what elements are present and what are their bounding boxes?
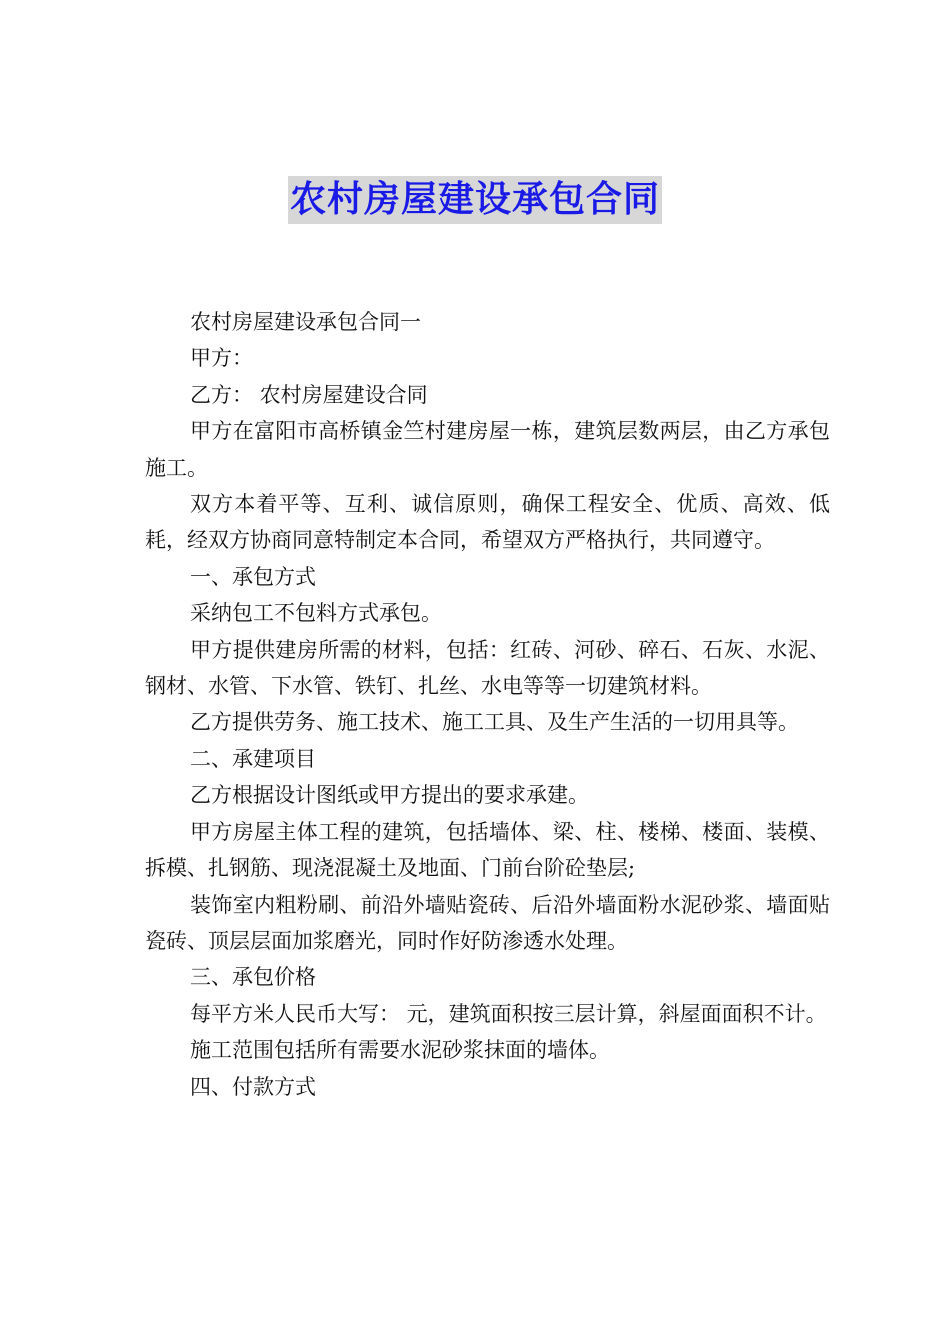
document-body (145, 304, 830, 1105)
paragraph-unit-price: 每平方米人民币大写： 元，建筑面积按三层计算，斜屋面面积不计。 (190, 1001, 827, 1026)
title-container (0, 176, 950, 224)
paragraph-materials: 甲方提供建房所需的材料，包括：红砖、河砂、碎石、石灰、水泥、钢材、水管、下水管、铁钉、扎丝、水电等等一切建筑材料。 (145, 637, 830, 699)
paragraph-labor-supply: 乙方提供劳务、施工技术、施工工具、及生产生活的一切用具等。 (190, 710, 799, 735)
paragraph-party-b: 乙方： 农村房屋建设合同 (190, 382, 428, 407)
paragraph-labor-only: 采纳包工不包料方式承包。 (190, 601, 442, 626)
paragraph-main-structure: 甲方房屋主体工程的建筑，包括墙体、梁、柱、楼梯、楼面、装模、拆模、扎钢筋、现浇混凝土及地面、门前台阶砼垫层; (145, 819, 830, 881)
section-heading-payment: 四、付款方式 (190, 1074, 316, 1099)
paragraph-project-location: 甲方在富阳市高桥镇金竺村建房屋一栋，建筑层数两层，由乙方承包施工。 (145, 419, 830, 480)
paragraph-contract-heading: 农村房屋建设承包合同一 (190, 310, 421, 334)
paragraph-design-basis: 乙方根据设计图纸或甲方提出的要求承建。 (190, 783, 589, 808)
section-heading-price: 三、承包价格 (190, 965, 316, 990)
paragraph-scope: 施工范围包括所有需要水泥砂浆抹面的墙体。 (190, 1038, 610, 1063)
section-heading-project-items: 二、承建项目 (190, 746, 316, 771)
paragraph-party-a: 甲方： (190, 346, 253, 371)
section-heading-contracting-method: 一、承包方式 (190, 564, 316, 589)
paragraph-decoration: 装饰室内粗粉刷、前沿外墙贴瓷砖、后沿外墙面粉水泥砂浆、墙面贴瓷砖、顶层层面加浆磨光，同时作好防渗透水处理。 (145, 892, 830, 953)
document-title: 农村房屋建设承包合同 (288, 176, 662, 224)
paragraph-principles: 双方本着平等、互利、诚信原则，确保工程安全、优质、高效、低耗，经双方协商同意特制定本合同，希望双方严格执行，共同遵守。 (145, 492, 830, 553)
